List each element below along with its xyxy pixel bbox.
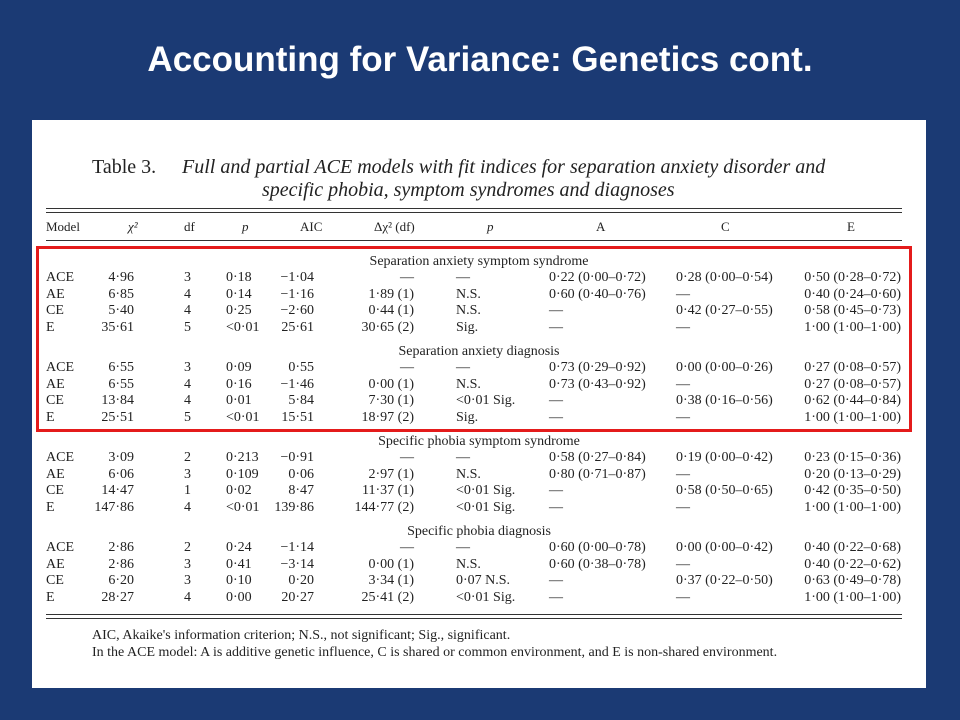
- table-cell: 13·84: [101, 393, 134, 408]
- caption-line-1: Full and partial ACE models with fit indices for separation anxiety disorder and: [182, 156, 826, 178]
- table-cell: 0·14: [226, 286, 252, 302]
- table-cell: 15·51: [281, 409, 314, 425]
- table-cell: 4: [184, 589, 191, 605]
- table-cell: ACE: [46, 360, 74, 375]
- col-df: df: [184, 219, 195, 234]
- table-cell: 0·60 (0·40–0·76): [549, 286, 646, 302]
- table-cell: 0·58 (0·45–0·73): [804, 303, 901, 318]
- table-cell: —: [549, 393, 563, 408]
- table-cell: AE: [46, 556, 65, 572]
- table-caption-text: [182, 156, 922, 202]
- table-row: [32, 557, 926, 573]
- table-cell: —: [549, 499, 563, 515]
- table-cell: 0·00 (0·00–0·42): [676, 540, 773, 555]
- table-cell: 3: [184, 270, 191, 285]
- table-cell: 5: [184, 409, 191, 425]
- table-cell: 0·58 (0·27–0·84): [549, 450, 646, 465]
- table-cell: —: [456, 540, 470, 555]
- table-cell: −1·14: [280, 540, 314, 555]
- table-cell: ACE: [46, 450, 74, 465]
- table-cell: 0·00 (0·00–0·26): [676, 360, 773, 375]
- table-cell: 25·51: [101, 409, 134, 425]
- table-cell: 139·86: [274, 499, 314, 515]
- table-cell: 7·30 (1): [368, 393, 414, 408]
- table-cell: <0·01 Sig.: [456, 589, 516, 605]
- table-cell: N.S.: [456, 556, 481, 572]
- table-cell: —: [549, 573, 563, 588]
- table-cell: 3: [184, 556, 191, 572]
- bottom-rule-2: [46, 618, 902, 619]
- table-cell: —: [400, 270, 414, 285]
- table-cell: 0·41: [226, 556, 252, 572]
- table-row: [32, 270, 926, 286]
- table-row: [32, 590, 926, 606]
- table-cell: 0·73 (0·43–0·92): [549, 376, 646, 392]
- table-cell: Sig.: [456, 319, 479, 335]
- table-cell: —: [456, 270, 470, 285]
- group-title: Specific phobia diagnosis: [407, 524, 551, 539]
- table-row: [32, 320, 926, 336]
- table-cell: —: [549, 483, 563, 498]
- table-cell: —: [676, 286, 690, 302]
- table-cell: 0·80 (0·71–0·87): [549, 466, 646, 482]
- table-cell: —: [549, 303, 563, 318]
- table-cell: 5·40: [108, 303, 134, 318]
- group-title: Specific phobia symptom syndrome: [378, 434, 580, 449]
- table-cell: AE: [46, 376, 65, 392]
- table-row: [32, 483, 926, 499]
- table-cell: 0·213: [226, 450, 259, 465]
- table-cell: E: [46, 499, 55, 515]
- table-cell: CE: [46, 573, 64, 588]
- table-cell: 20·27: [281, 589, 314, 605]
- table-cell: 1·00 (1·00–1·00): [804, 589, 901, 605]
- table-cell: 0·19 (0·00–0·42): [676, 450, 773, 465]
- footnote-1: AIC, Akaike's information criterion; N.S., not significant; Sig., significant.: [92, 628, 511, 643]
- table-cell: E: [46, 319, 55, 335]
- table-cell: 1: [184, 483, 191, 498]
- table-row: [32, 377, 926, 393]
- table-cell: 144·77 (2): [354, 499, 414, 515]
- table-cell: —: [676, 499, 690, 515]
- table-cell: —: [676, 409, 690, 425]
- table-row: [32, 393, 926, 409]
- table-cell: 14·47: [101, 483, 134, 498]
- table-cell: E: [46, 409, 55, 425]
- table-cell: 1·89 (1): [368, 286, 414, 302]
- slide-title: Accounting for Variance: Genetics cont.: [147, 40, 813, 79]
- col-chi2: χ²: [128, 219, 138, 234]
- table-cell: —: [676, 466, 690, 482]
- col-p2: p: [487, 219, 494, 234]
- table-cell: 6·85: [108, 286, 134, 302]
- table-cell: —: [400, 360, 414, 375]
- table-cell: 11·37 (1): [362, 483, 414, 498]
- table-cell: <0·01 Sig.: [456, 483, 516, 498]
- table-cell: <0·01 Sig.: [456, 393, 516, 408]
- table-cell: 0·22 (0·00–0·72): [549, 270, 646, 285]
- col-model: Model: [46, 219, 80, 234]
- table-cell: 0·42 (0·35–0·50): [804, 483, 901, 498]
- table-row: [32, 287, 926, 303]
- table-row: [32, 573, 926, 589]
- table-label: Table 3.: [92, 156, 157, 178]
- table-cell: 0·58 (0·50–0·65): [676, 483, 773, 498]
- table-cell: 3: [184, 360, 191, 375]
- table-cell: <0·01: [226, 319, 260, 335]
- col-e: E: [847, 219, 855, 234]
- group-title: Separation anxiety symptom syndrome: [369, 254, 589, 269]
- table-cell: CE: [46, 483, 64, 498]
- col-delta-chi2: Δχ² (df): [374, 219, 415, 234]
- col-aic: AIC: [300, 219, 323, 234]
- table-cell: 0·27 (0·08–0·57): [804, 376, 901, 392]
- table-cell: E: [46, 589, 55, 605]
- table-cell: 3·34 (1): [368, 573, 414, 588]
- table-cell: —: [676, 589, 690, 605]
- table-cell: 0·27 (0·08–0·57): [804, 360, 901, 375]
- table-cell: 147·86: [94, 499, 134, 515]
- table-cell: 0·18: [226, 270, 252, 285]
- table-cell: 0·10: [226, 573, 252, 588]
- table-cell: 0·37 (0·22–0·50): [676, 573, 773, 588]
- table-cell: 2·86: [108, 540, 134, 555]
- table-cell: <0·01: [226, 409, 260, 425]
- table-row: [32, 467, 926, 483]
- table-cell: 0·00: [226, 589, 252, 605]
- table-row: [32, 303, 926, 319]
- caption-line-2: specific phobia, symptom syndromes and diagnoses: [262, 179, 675, 201]
- table-image: [32, 120, 926, 688]
- table-cell: 0·40 (0·24–0·60): [804, 286, 901, 302]
- table-cell: —: [549, 319, 563, 335]
- table-cell: −0·91: [280, 450, 314, 465]
- table-cell: ACE: [46, 540, 74, 555]
- table-cell: 2·86: [108, 556, 134, 572]
- header-rule: [46, 240, 902, 241]
- col-p: p: [242, 219, 249, 234]
- table-row: [32, 500, 926, 516]
- table-cell: 3·09: [108, 450, 134, 465]
- table-cell: 2·97 (1): [368, 466, 414, 482]
- table-cell: −1·46: [280, 376, 314, 392]
- table-cell: 0·07 N.S.: [456, 573, 511, 588]
- table-cell: 0·24: [226, 540, 252, 555]
- table-cell: 0·44 (1): [368, 303, 414, 318]
- table-cell: 5·84: [288, 393, 314, 408]
- table-cell: 0·42 (0·27–0·55): [676, 303, 773, 318]
- table-cell: —: [549, 589, 563, 605]
- table-cell: 0·06: [288, 466, 314, 482]
- col-a: A: [596, 219, 606, 234]
- table-cell: —: [400, 450, 414, 465]
- top-rule: [46, 208, 902, 209]
- table-cell: 0·40 (0·22–0·62): [804, 556, 901, 572]
- table-cell: 0·23 (0·15–0·36): [804, 450, 901, 465]
- table-cell: 5: [184, 319, 191, 335]
- table-row: [32, 450, 926, 466]
- table-cell: 0·60 (0·38–0·78): [549, 556, 646, 572]
- table-cell: 0·20: [288, 573, 314, 588]
- table-row: [32, 360, 926, 376]
- table-cell: 0·25: [226, 303, 252, 318]
- table-cell: 3: [184, 573, 191, 588]
- table-cell: <0·01 Sig.: [456, 499, 516, 515]
- table-cell: CE: [46, 303, 64, 318]
- table-cell: —: [456, 360, 470, 375]
- table-cell: 0·73 (0·29–0·92): [549, 360, 646, 375]
- table-cell: 0·109: [226, 466, 259, 482]
- table-cell: 8·47: [288, 483, 314, 498]
- table-cell: —: [676, 556, 690, 572]
- table-cell: 0·55: [288, 360, 314, 375]
- table-cell: −2·60: [280, 303, 314, 318]
- table-cell: 28·27: [101, 589, 134, 605]
- table-cell: 1·00 (1·00–1·00): [804, 499, 901, 515]
- table-cell: —: [549, 409, 563, 425]
- table-cell: 1·00 (1·00–1·00): [804, 319, 901, 335]
- table-cell: 0·02: [226, 483, 252, 498]
- table-cell: 0·28 (0·00–0·54): [676, 270, 773, 285]
- table-row: [32, 410, 926, 426]
- col-c: C: [721, 219, 730, 234]
- table-cell: 35·61: [101, 319, 134, 335]
- table-cell: 30·65 (2): [361, 319, 414, 335]
- table-cell: 2: [184, 450, 191, 465]
- table-cell: 0·40 (0·22–0·68): [804, 540, 901, 555]
- table-cell: 4: [184, 303, 191, 318]
- table-cell: 6·20: [108, 573, 134, 588]
- table-cell: —: [400, 540, 414, 555]
- bottom-rule: [46, 614, 902, 615]
- table-cell: 1·00 (1·00–1·00): [804, 409, 901, 425]
- table-cell: —: [456, 450, 470, 465]
- table-cell: N.S.: [456, 286, 481, 302]
- table-cell: 0·09: [226, 360, 252, 375]
- table-cell: 4·96: [108, 270, 134, 285]
- table-cell: 6·55: [108, 360, 134, 375]
- table-cell: 6·55: [108, 376, 134, 392]
- footnote-2: In the ACE model: A is additive genetic influence, C is shared or common environment, and E is non-shared environment.: [92, 645, 778, 660]
- table-cell: −1·16: [280, 286, 314, 302]
- table-cell: 2: [184, 540, 191, 555]
- table-cell: −3·14: [280, 556, 314, 572]
- table-cell: AE: [46, 466, 65, 482]
- table-cell: 4: [184, 376, 191, 392]
- table-cell: 0·60 (0·00–0·78): [549, 540, 646, 555]
- table-row: [32, 540, 926, 556]
- table-cell: ACE: [46, 270, 74, 285]
- table-cell: 3: [184, 466, 191, 482]
- table-cell: AE: [46, 286, 65, 302]
- table-cell: —: [676, 319, 690, 335]
- table-cell: 0·16: [226, 376, 252, 392]
- table-cell: —: [676, 376, 690, 392]
- table-cell: 0·62 (0·44–0·84): [804, 393, 901, 408]
- table-cell: CE: [46, 393, 64, 408]
- table-cell: 0·20 (0·13–0·29): [804, 466, 901, 482]
- table-cell: 25·61: [281, 319, 314, 335]
- table-cell: <0·01: [226, 499, 260, 515]
- table-cell: −1·04: [280, 270, 314, 285]
- table-cell: 6·06: [108, 466, 134, 482]
- table-cell: 4: [184, 499, 191, 515]
- group-title: Separation anxiety diagnosis: [398, 344, 560, 359]
- top-rule-2: [46, 212, 902, 213]
- table-cell: 0·01: [226, 393, 252, 408]
- table-cell: 4: [184, 393, 191, 408]
- table-cell: 0·00 (1): [368, 376, 414, 392]
- table-cell: 0·50 (0·28–0·72): [804, 270, 901, 285]
- table-cell: 0·63 (0·49–0·78): [804, 573, 901, 588]
- table-cell: 25·41 (2): [361, 589, 414, 605]
- table-cell: N.S.: [456, 466, 481, 482]
- table-cell: 18·97 (2): [361, 409, 414, 425]
- table-cell: 4: [184, 286, 191, 302]
- table-cell: N.S.: [456, 376, 481, 392]
- table-cell: N.S.: [456, 303, 481, 318]
- table-cell: Sig.: [456, 409, 479, 425]
- table-cell: 0·38 (0·16–0·56): [676, 393, 773, 408]
- table-cell: 0·00 (1): [368, 556, 414, 572]
